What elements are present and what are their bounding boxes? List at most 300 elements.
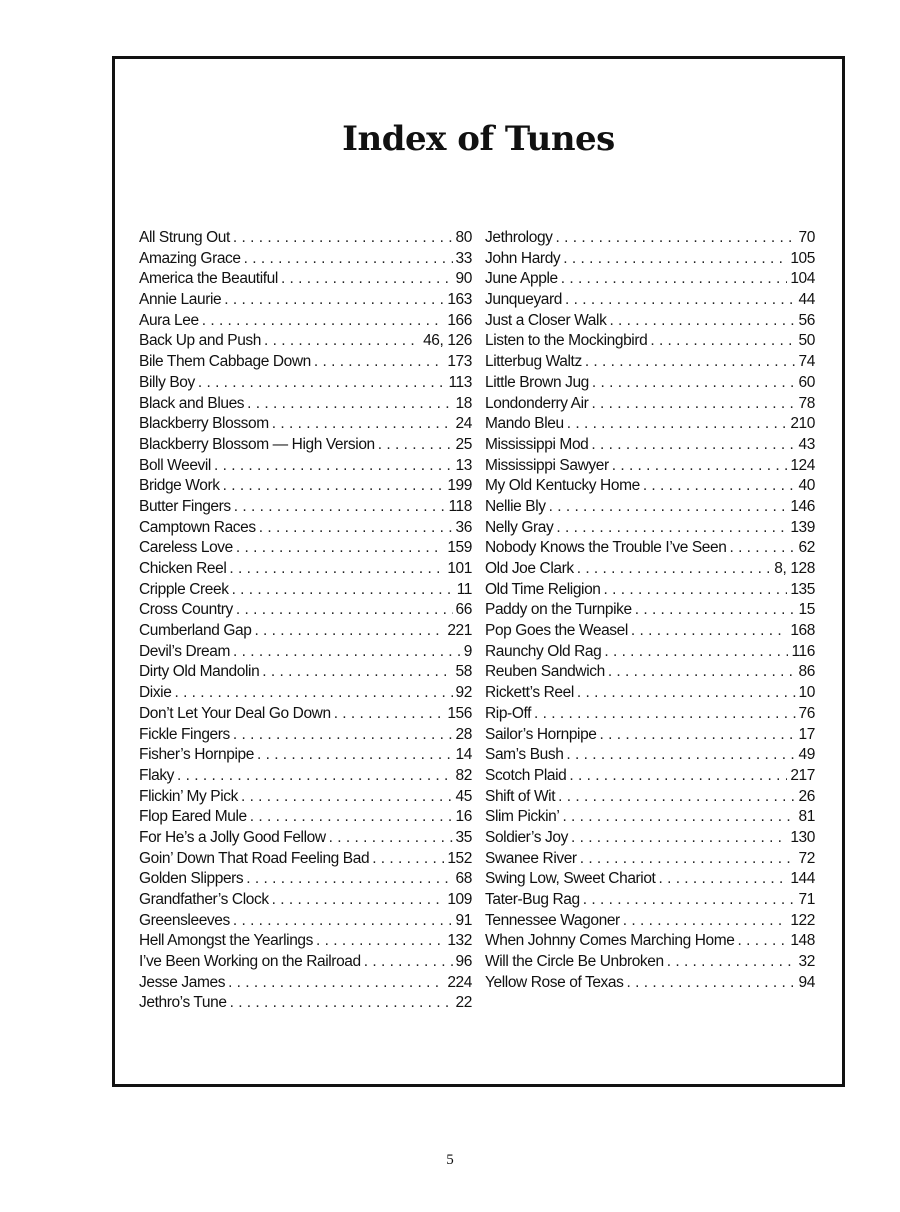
page-ref: 33 [455,249,472,267]
dot-leader [585,352,796,373]
page-ref: 8, 128 [774,560,815,577]
dot-leader [316,931,444,952]
index-entry [139,290,472,311]
page-number: 5 [446,1152,454,1168]
page-ref: 152 [447,849,472,867]
index-entry [485,662,815,683]
dot-leader [233,228,453,249]
dot-leader [174,683,452,704]
page-ref: 58 [455,663,472,681]
tune-title: Shift of Wit [485,787,556,805]
page-ref: 199 [447,477,472,495]
page-ref: 90 [455,270,472,288]
page-ref: 9 [463,642,472,660]
dot-leader [612,456,788,477]
index-entry [139,414,472,435]
dot-leader [562,807,795,828]
dot-leader [591,435,795,456]
tune-title: Just a Closer Walk [485,311,607,329]
index-entry [485,766,815,787]
dot-leader [609,311,795,332]
index-entry [485,787,815,808]
page-ref: 91 [455,911,472,929]
page-ref: 146 [790,497,815,515]
dot-leader [534,704,796,725]
tune-title: June Apple [485,270,558,288]
tune-title: Rip-Off [485,704,532,722]
dot-leader [569,766,787,787]
index-entry [139,331,472,352]
index-entry [139,497,472,518]
page-ref: 68 [455,870,472,888]
dot-leader [272,414,453,435]
index-entry [139,704,472,725]
page-ref: 139 [790,518,815,536]
index-entry [139,559,472,580]
page-ref: 156 [447,704,472,722]
page-ref: 45 [455,787,472,805]
page-ref: 15 [798,601,815,619]
dot-leader [329,828,453,849]
index-entry [139,621,472,642]
dot-leader [228,973,444,994]
page-ref: 86 [798,663,815,681]
tune-title: Cross Country [139,601,233,619]
index-entry [139,456,472,477]
tune-title: Don’t Let Your Deal Go Down [139,704,331,722]
page-ref: 113 [448,373,472,391]
tune-title: Little Brown Jug [485,373,589,391]
tune-title: Old Joe Clark [485,560,574,577]
index-entry [139,766,472,787]
page-ref: 13 [455,456,472,474]
dot-leader [264,331,420,352]
tune-title: Nelly Gray [485,518,554,536]
index-entry [485,849,815,870]
index-entry [139,993,472,1014]
tune-title: Mississippi Sawyer [485,456,609,474]
index-left-column [139,228,472,1014]
page-ref: 94 [798,973,815,991]
dot-leader [577,683,796,704]
dot-leader [549,497,788,518]
page-ref: 46, 126 [423,332,472,350]
index-entry [485,559,815,580]
index-entry [139,249,472,270]
index-entry [139,269,472,290]
index-entry [139,373,472,394]
dot-leader [214,456,453,477]
page-ref: 10 [798,684,815,702]
index-entry [485,911,815,932]
index-entry [485,414,815,435]
page-ref: 24 [455,415,472,433]
page-ref: 130 [790,828,815,846]
dot-leader [259,518,453,539]
index-entry [139,869,472,890]
tune-title: Sailor’s Hornpipe [485,725,597,743]
tune-title: I’ve Been Working on the Railroad [139,953,361,971]
tune-title: Listen to the Mockingbird [485,332,648,350]
page-ref: 221 [447,622,472,640]
tune-title: Golden Slippers [139,870,244,888]
dot-leader [565,290,796,311]
dot-leader [250,807,453,828]
page-ref: 76 [798,704,815,722]
tune-title: Grandfather’s Clock [139,891,269,908]
page-ref: 44 [798,291,815,309]
tune-title: Swing Low, Sweet Chariot [485,870,656,888]
page-ref: 135 [790,580,815,598]
dot-leader [561,269,788,290]
index-entry [139,352,472,373]
tune-title: Black and Blues [139,394,245,412]
tune-title: Cumberland Gap [139,622,252,640]
page-border [112,56,845,1087]
dot-leader [643,476,796,497]
index-entry [139,642,472,663]
dot-leader [230,993,453,1014]
dot-leader [658,869,787,890]
tune-title: Tennessee Wagoner [485,911,620,929]
dot-leader [577,559,772,580]
page-ref: 122 [790,911,815,929]
index-entry [485,497,815,518]
tune-title: Flaky [139,766,175,784]
dot-leader [229,559,444,580]
tune-title: Nellie Bly [485,497,546,515]
tune-title: Paddy on the Turnpike [485,601,632,619]
page-ref: 116 [791,642,815,660]
index-entry [139,683,472,704]
tune-title: Slim Pickin’ [485,808,560,826]
page-ref: 62 [798,539,815,557]
tune-title: Goin’ Down That Road Feeling Bad [139,849,370,867]
index-entry [485,580,815,601]
tune-title: Soldier’s Joy [485,828,568,846]
page-ref: 56 [798,311,815,329]
tune-title: Flickin’ My Pick [139,787,238,805]
page-ref: 25 [455,435,472,453]
tune-title: Blackberry Blossom — High Version [139,435,375,453]
page-ref: 70 [798,229,815,246]
page-ref: 148 [790,932,815,950]
dot-leader [556,228,796,249]
index-entry [485,621,815,642]
dot-leader [364,952,453,973]
dot-leader [567,414,788,435]
dot-leader [233,642,461,663]
tune-title: Boll Weevil [139,456,211,474]
page-ref: 104 [790,270,815,288]
index-entry [139,931,472,952]
tune-title: Careless Love [139,539,233,557]
tune-title: Old Time Religion [485,580,601,598]
dot-leader [262,662,452,683]
index-entry [485,269,815,290]
index-entry [139,787,472,808]
tune-title: Annie Laurie [139,291,222,309]
dot-leader [233,725,453,746]
tune-title: Mississippi Mod [485,435,589,453]
dot-leader [202,311,445,332]
page-ref: 81 [798,808,815,826]
index-entry [485,683,815,704]
dot-leader [241,787,453,808]
page-ref: 78 [798,394,815,412]
index-right-column [485,228,815,993]
index-entry [485,973,815,994]
tune-title: Blackberry Blossom [139,415,269,433]
page-ref: 217 [790,766,815,784]
index-entry [139,662,472,683]
page-ref: 50 [798,332,815,350]
dot-leader [372,849,444,870]
page-ref: 173 [447,353,472,371]
tune-title: Devil’s Dream [139,642,230,660]
page-ref: 72 [798,849,815,867]
tune-title: Litterbug Waltz [485,353,582,371]
page-ref: 166 [447,311,472,329]
tune-title: Jesse James [139,973,226,991]
dot-leader [246,869,452,890]
dot-leader [729,538,795,559]
page-ref: 124 [790,456,815,474]
tune-title: Amazing Grace [139,249,241,267]
index-entry [485,456,815,477]
index-entry [485,228,815,249]
page-ref: 35 [455,828,472,846]
index-entry [139,890,472,911]
index-entry [485,538,815,559]
page-ref: 224 [447,973,472,991]
tune-title: Scotch Plaid [485,766,567,784]
index-entry [139,518,472,539]
index-entry [139,600,472,621]
page-ref: 36 [455,518,472,536]
index-entry [139,849,472,870]
index-entry [485,249,815,270]
page-ref: 109 [447,891,472,908]
tune-title: Londonderry Air [485,394,589,412]
dot-leader [257,745,453,766]
page-ref: 40 [798,477,815,495]
index-entry [139,828,472,849]
index-entry [485,704,815,725]
dot-leader [334,704,445,725]
dot-leader [314,352,444,373]
dot-leader [177,766,453,787]
dot-leader [738,931,788,952]
tune-title: John Hardy [485,249,561,267]
page-ref: 60 [798,373,815,391]
index-entry [139,911,472,932]
page-ref: 163 [447,291,472,309]
page-ref: 71 [798,891,815,908]
tune-title: Dirty Old Mandolin [139,663,260,681]
dot-leader [198,373,446,394]
dot-leader [236,600,453,621]
index-entry [485,890,815,911]
dot-leader [224,290,444,311]
index-entry [485,931,815,952]
tune-title: Fickle Fingers [139,725,230,743]
tune-title: For He’s a Jolly Good Fellow [139,828,326,846]
page-ref: 17 [798,725,815,743]
tune-title: Hell Amongst the Yearlings [139,932,313,950]
tune-title: Nobody Knows the Trouble I’ve Seen [485,539,727,557]
page-ref: 101 [447,560,472,577]
index-entry [139,807,472,828]
dot-leader [281,269,453,290]
tune-title: Raunchy Old Rag [485,642,602,660]
dot-leader [600,725,796,746]
dot-leader [272,890,445,911]
dot-leader [244,249,453,270]
dot-leader [635,600,796,621]
index-entry [139,476,472,497]
index-entry [139,725,472,746]
tune-title: Bridge Work [139,477,220,495]
index-entry [485,828,815,849]
dot-leader [254,621,444,642]
tune-title: Camptown Races [139,518,256,536]
index-entry [139,952,472,973]
tune-title: Billy Boy [139,373,195,391]
index-entry [139,435,472,456]
index-entry [485,352,815,373]
tune-title: My Old Kentucky Home [485,477,640,495]
tune-title: Jethro’s Tune [139,994,227,1012]
tune-title: Reuben Sandwich [485,663,605,681]
dot-leader [604,642,788,663]
index-entry [485,600,815,621]
page-ref: 159 [447,539,472,557]
index-entry [485,394,815,415]
dot-leader [232,580,454,601]
index-entry [139,394,472,415]
page-ref: 49 [798,746,815,764]
tune-title: All Strung Out [139,229,230,246]
tune-title: Tater-Bug Rag [485,891,580,908]
page-ref: 105 [790,249,815,267]
dot-leader [378,435,453,456]
index-entry [485,807,815,828]
tune-title: Back Up and Push [139,332,261,350]
page-ref: 11 [456,580,472,598]
tune-title: Flop Eared Mule [139,808,247,826]
page-ref: 92 [455,684,472,702]
page-title: Index of Tunes [342,119,615,159]
page-ref: 14 [455,746,472,764]
tune-title: Jethrology [485,229,553,246]
dot-leader [608,662,796,683]
tune-title: Yellow Rose of Texas [485,973,624,991]
dot-leader [583,890,796,911]
page-ref: 18 [455,394,472,412]
dot-leader [667,952,796,973]
dot-leader [631,621,787,642]
index-entry [139,745,472,766]
page-ref: 96 [455,953,472,971]
dot-leader [234,497,446,518]
tune-title: Rickett’s Reel [485,684,574,702]
dot-leader [571,828,787,849]
dot-leader [236,538,444,559]
page-ref: 28 [455,725,472,743]
index-entry [485,311,815,332]
tune-title: Cripple Creek [139,580,229,598]
tune-title: Fisher’s Hornpipe [139,746,254,764]
tune-title: When Johnny Comes Marching Home [485,932,735,950]
index-entry [139,973,472,994]
tune-title: Pop Goes the Weasel [485,622,628,640]
page-ref: 74 [798,353,815,371]
index-entry [485,745,815,766]
dot-leader [626,973,795,994]
dot-leader [604,580,788,601]
dot-leader [623,911,788,932]
index-entry [485,518,815,539]
dot-leader [592,373,796,394]
index-entry [139,538,472,559]
page-ref: 210 [790,415,815,433]
page-ref: 66 [455,601,472,619]
index-entry [485,373,815,394]
dot-leader [233,911,453,932]
dot-leader [566,745,795,766]
index-entry [485,435,815,456]
page-ref: 22 [455,994,472,1012]
tune-title: Chicken Reel [139,560,227,577]
dot-leader [556,518,787,539]
page-ref: 32 [798,953,815,971]
tune-title: America the Beautiful [139,270,278,288]
index-entry [139,311,472,332]
index-entry [139,228,472,249]
dot-leader [247,394,452,415]
index-entry [485,869,815,890]
page-ref: 16 [455,808,472,826]
page-ref: 80 [455,229,472,246]
page-ref: 82 [455,766,472,784]
tune-title: Greensleeves [139,911,230,929]
dot-leader [223,476,445,497]
index-entry [485,290,815,311]
page-ref: 168 [790,622,815,640]
tune-title: Swanee River [485,849,577,867]
index-entry [139,580,472,601]
dot-leader [580,849,796,870]
tune-title: Aura Lee [139,311,199,329]
tune-title: Sam’s Bush [485,746,564,764]
index-entry [485,952,815,973]
dot-leader [558,787,795,808]
tune-title: Mando Bleu [485,415,564,433]
page-ref: 26 [798,787,815,805]
index-entry [485,642,815,663]
page-ref: 132 [447,932,472,950]
dot-leader [650,331,795,352]
dot-leader [591,394,795,415]
tune-title: Dixie [139,684,172,702]
page-ref: 144 [790,870,815,888]
index-entry [485,725,815,746]
tune-title: Bile Them Cabbage Down [139,353,311,371]
tune-title: Will the Circle Be Unbroken [485,953,664,971]
tune-title: Junqueyard [485,291,563,309]
tune-title: Butter Fingers [139,497,231,515]
